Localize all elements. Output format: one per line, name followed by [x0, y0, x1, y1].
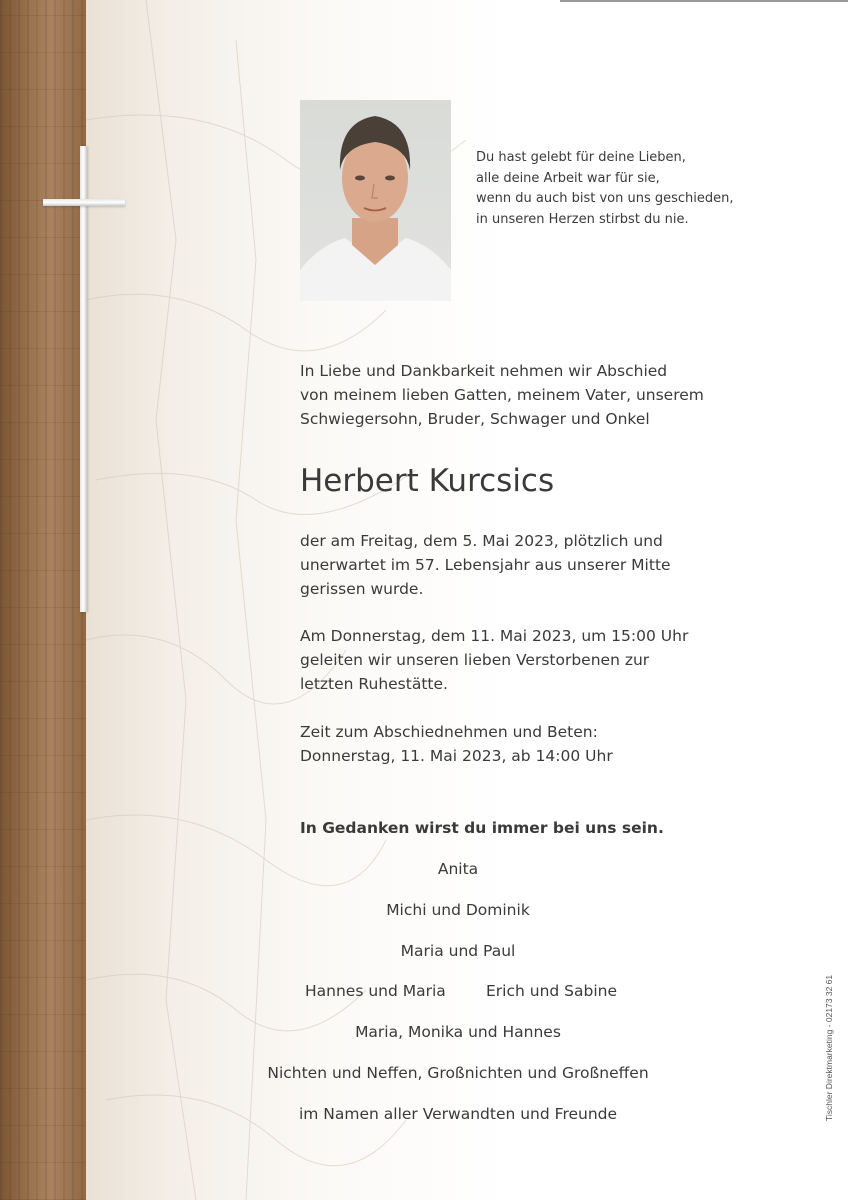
- closing-thoughts: In Gedanken wirst du immer bei uns sein.: [300, 819, 664, 837]
- mourner-siblings: Maria, Monika und Hannes: [355, 1023, 561, 1041]
- intro-line: In Liebe und Dankbarkeit nehmen wir Abschied: [300, 362, 668, 380]
- mourner-others: im Namen aller Verwandten und Freunde: [298, 1105, 618, 1123]
- mourner-nieces-nephews: Nichten und Neffen, Großnichten und Großneffen: [267, 1064, 649, 1082]
- viewing-line: Donnerstag, 11. Mai 2023, ab 14:00 Uhr: [300, 747, 613, 765]
- death-line: gerissen wurde.: [300, 580, 424, 598]
- intro-line: von meinem lieben Gatten, meinem Vater, unserem: [300, 386, 704, 404]
- mourner-pair-right: Erich und Sabine: [486, 982, 618, 1000]
- poem-line: wenn du auch bist von uns geschieden,: [476, 191, 734, 206]
- funeral-line: letzten Ruhestätte.: [300, 675, 448, 693]
- cross-icon: [80, 146, 87, 612]
- death-line: der am Freitag, dem 5. Mai 2023, plötzlich und: [300, 532, 663, 550]
- funeral-line: geleiten wir unseren lieben Verstorbenen zur: [300, 651, 650, 669]
- mourner-pair-left: Hannes und Maria: [305, 982, 446, 1000]
- poem-line: in unseren Herzen stirbst du nie.: [476, 211, 689, 227]
- intro-text: [300, 359, 704, 431]
- poem-line: Du hast gelebt für deine Lieben,: [476, 150, 686, 165]
- viewing-line: Zeit zum Abschiednehmen und Beten:: [300, 723, 598, 741]
- poem-line: alle deine Arbeit war für sie,: [476, 170, 660, 186]
- funeral-line: Am Donnerstag, dem 11. Mai 2023, um 15:00 Uhr: [300, 627, 689, 645]
- cross-icon-bar: [43, 199, 125, 206]
- intro-line: Schwiegersohn, Bruder, Schwager und Onkel: [300, 410, 650, 428]
- death-line: unerwartet im 57. Lebensjahr aus unserer Mitte: [300, 556, 671, 574]
- mourner-children: Michi und Dominik: [386, 901, 530, 919]
- printer-credit: Tischler Direktmarketing - 02173 32 61: [824, 974, 834, 1121]
- death-notice: [300, 529, 671, 601]
- mourner-wife: Anita: [437, 860, 479, 878]
- viewing-notice: [300, 720, 613, 768]
- portrait-photo: [300, 100, 451, 301]
- mourner-in-laws: Maria und Paul: [400, 942, 516, 960]
- funeral-notice: [300, 624, 688, 696]
- memorial-poem: [476, 148, 734, 230]
- deceased-name: Herbert Kurcsics: [300, 463, 555, 499]
- top-rule: [560, 0, 848, 2]
